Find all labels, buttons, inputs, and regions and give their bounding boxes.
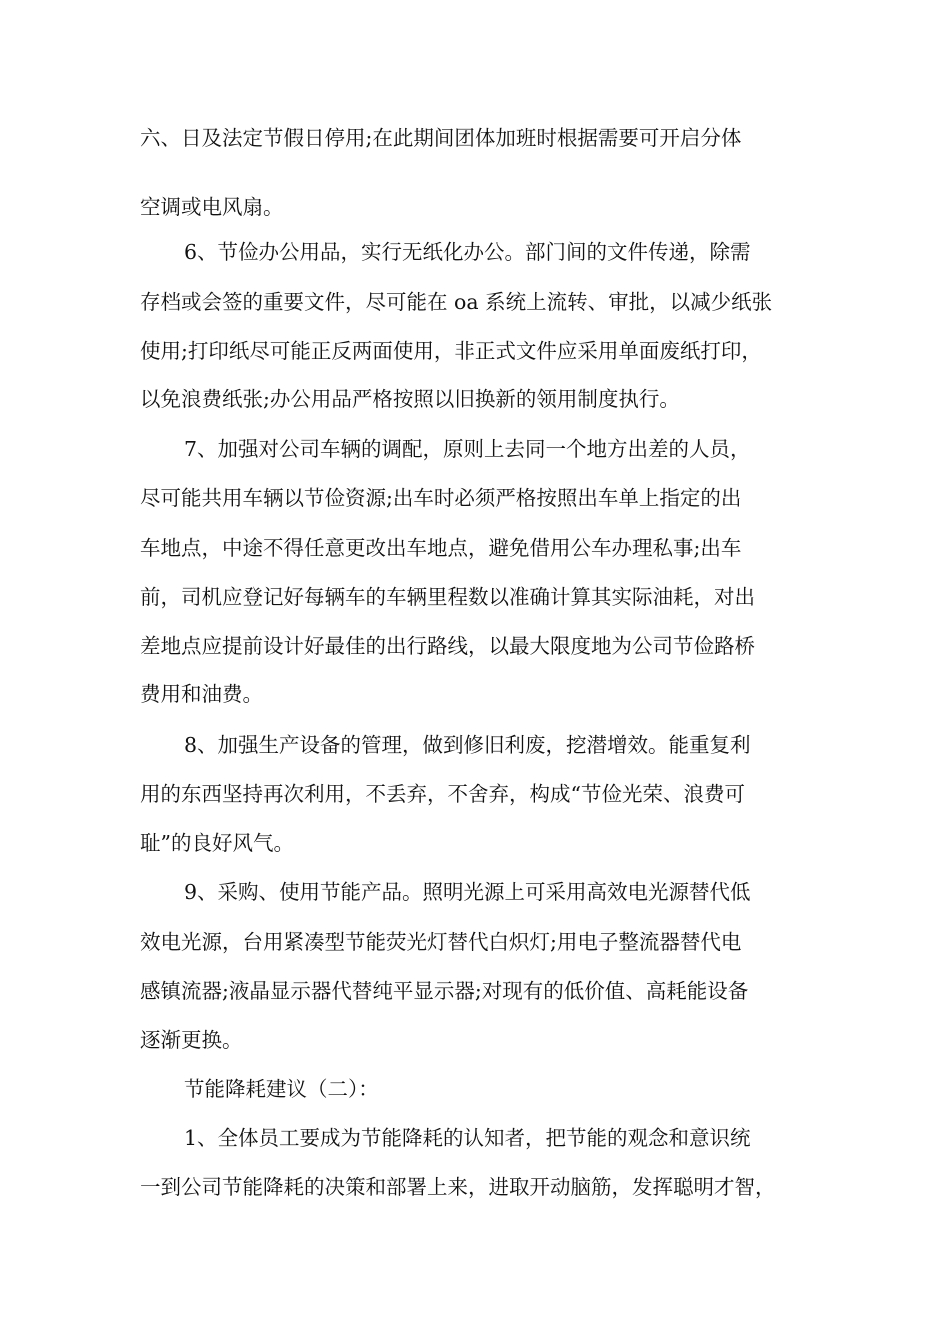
text-line: 逐渐更换。	[140, 1028, 243, 1052]
text-line: 1、全体员工要成为节能降耗的认知者，把节能的观念和意识统	[184, 1126, 751, 1150]
text-line: 车地点，中途不得任意更改出车地点，避免借用公车办理私事;出车	[140, 536, 742, 560]
text-line: 空调或电风扇。	[140, 195, 284, 219]
text-line: 尽可能共用车辆以节俭资源;出车时必须严格按照出车单上指定的出	[140, 486, 742, 510]
text-line: 使用;打印纸尽可能正反两面使用，非正式文件应采用单面废纸打印，	[140, 339, 762, 363]
text-line: 存档或会签的重要文件，尽可能在 oa 系统上流转、审批，以减少纸张	[140, 290, 773, 314]
text-line: 9、采购、使用节能产品。照明光源上可采用高效电光源替代低	[184, 880, 751, 904]
text-line: 感镇流器;液晶显示器代替纯平显示器;对现有的低价值、高耗能设备	[140, 979, 749, 1003]
text-line: 前，司机应登记好每辆车的车辆里程数以准确计算其实际油耗，对出	[140, 585, 755, 609]
text-line: 一到公司节能降耗的决策和部署上来，进取开动脑筋，发挥聪明才智，	[140, 1175, 776, 1199]
section-heading: 节能降耗建议（二）：	[184, 1077, 379, 1101]
text-line: 差地点应提前设计好最佳的出行路线，以最大限度地为公司节俭路桥	[140, 634, 755, 658]
text-line: 六、日及法定节假日停用;在此期间团体加班时根据需要可开启分体	[140, 126, 742, 150]
text-line: 6、节俭办公用品，实行无纸化办公。部门间的文件传递，除需	[184, 240, 751, 264]
text-line: 以免浪费纸张;办公用品严格按照以旧换新的领用制度执行。	[140, 387, 680, 411]
text-line: 费用和油费。	[140, 682, 263, 706]
text-line: 7、加强对公司车辆的调配，原则上去同一个地方出差的人员，	[184, 437, 751, 461]
text-line: 效电光源，台用紧凑型节能荧光灯替代白炽灯;用电子整流器替代电	[140, 930, 742, 954]
text-line: 8、加强生产设备的管理，做到修旧利废，挖潜增效。能重复利	[184, 733, 751, 757]
text-line: 用的东西坚持再次利用，不丢弃，不舍弃，构成“节俭光荣、浪费可	[140, 782, 745, 806]
text-line: 耻”的良好风气。	[140, 831, 294, 855]
